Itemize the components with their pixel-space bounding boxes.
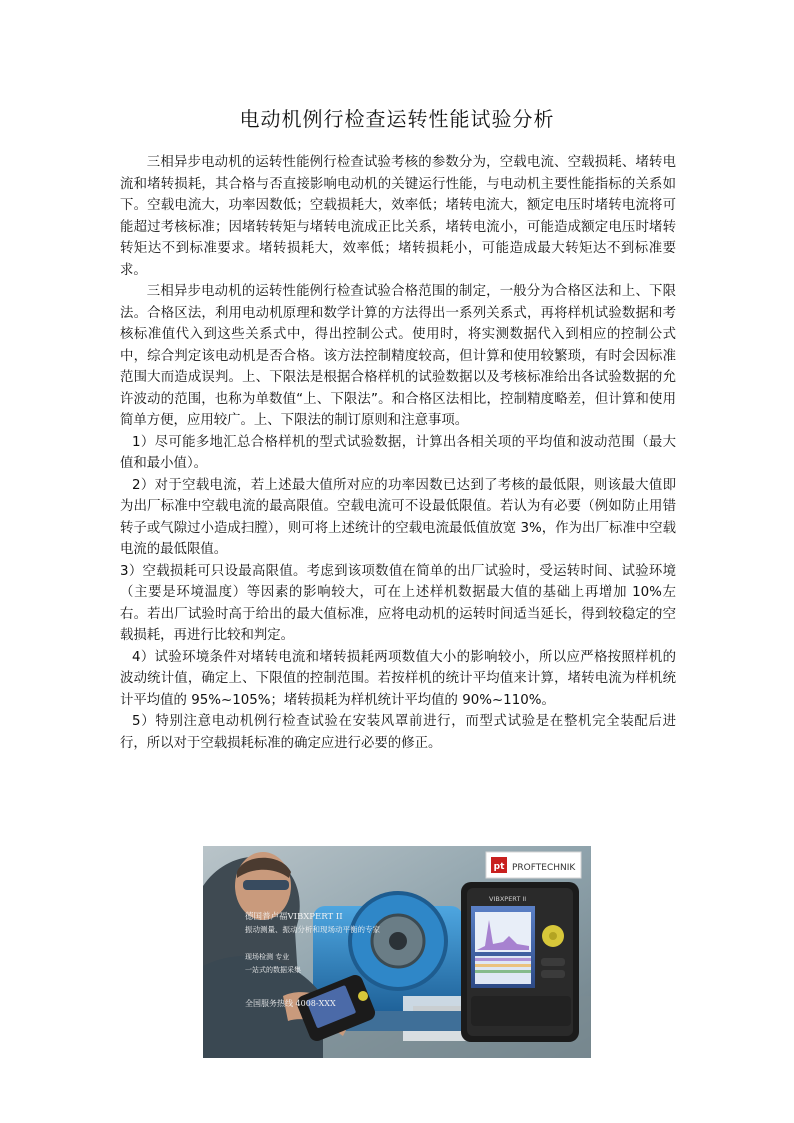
overlay-line-1: 德国普卢福VIBXPERT II bbox=[245, 912, 343, 922]
list-item-2: 2）对于空载电流，若上述最大值所对应的功率因数已达到了考核的最低限，则该最大值即为出厂标准中空载电流的最高限值。空载电流可不设最低限值。若认为有必要（例如防止用错转子或气隙过小造成扫膛），则可将上述统计的空载电流最低值放宽 3%，作为出厂标准中空载电流的最低限值。 bbox=[120, 477, 676, 557]
device-name-label: VIBXPERT II bbox=[489, 895, 527, 903]
brand-logo-text: pt bbox=[493, 862, 505, 872]
overlay-line-3: 现场检测 专业 bbox=[245, 953, 290, 961]
list-item-3: 3）空载损耗可只设最高限值。考虑到该项数值在简单的出厂试验时，受运转时间、试验环境（主要是环境温度）等因素的影响较大，可在上述样机数据最大值的基础上再增加 10%左右。若出厂试验时高于给出的最大值标准，应将电动机的运转时间适当延长，得到较稳定的空载损耗，再进行比较和判定。 bbox=[120, 563, 676, 643]
brand-name: PROFTECHNIK bbox=[512, 863, 576, 873]
overlay-line-4: 一站式的数据采集 bbox=[245, 966, 301, 974]
overlay-line-5: 全国服务热线 4008-XXX bbox=[245, 999, 336, 1008]
document-title: 电动机例行检查运转性能试验分析 bbox=[239, 107, 555, 131]
list-item-5: 5）特别注意电动机例行检查试验在安装风罩前进行，而型式试验是在整机完全装配后进行，所以对于空载损耗标准的确定应进行必要的修正。 bbox=[120, 714, 676, 751]
photo-illustration bbox=[203, 846, 591, 1058]
overlay-line-2: 振动测量、振动分析和现场动平衡的专家 bbox=[245, 925, 380, 934]
list-item-1: 1）尽可能多地汇总合格样机的型式试验数据，计算出各相关项的平均值和波动范围（最大值和最小值）。 bbox=[120, 434, 676, 471]
list-item-4: 4）试验环境条件对堵转电流和堵转损耗两项数值大小的影响较小，所以应严格按照样机的波动统计值，确定上、下限值的控制范围。若按样机的统计平均值来计算，堵转电流为样机统计平均值的 95%~105%；堵转损耗为样机统计平均值的 90%~110%。 bbox=[120, 649, 676, 708]
paragraph-methods: 三相异步电动机的运转性能例行检查试验合格范围的制定，一般分为合格区法和上、下限法。合格区法，利用电动机原理和数学计算的方法得出一系列关系式，再将样机试验数据和考核标准值代入到这些关系式中，得出控制公式。使用时，将实测数据代入到相应的控制公式中，综合判定该电动机是否合格。该方法控制精度较高，但计算和使用较繁琐，有时会因标准范围大而造成误判。上、下限法是根据合格样机的试验数据以及考核标准给出各试验数据的允许波动的范围，也称为单数值“上、下限法”。和合格区法相比，控制精度略差，但计算和使用简单方便，应用较广。上、下限法的制订原则和注意事项。 bbox=[120, 284, 676, 428]
paragraph-intro: 三相异步电动机的运转性能例行检查试验考核的参数分为，空载电流、空载损耗、堵转电流和堵转损耗，其合格与否直接影响电动机的关键运行性能，与电动机主要性能指标的关系如下。空载电流大，功率因数低；空载损耗大，效率低；堵转电流大，额定电压时堵转电流将可能超过考核标准；因堵转转矩与堵转电流成正比关系，堵转电流小，可能造成额定电压时堵转转矩达不到标准要求。堵转损耗大，效率低；堵转损耗小，可能造成最大转矩达不到标准要求。 bbox=[120, 155, 676, 278]
document-body bbox=[120, 152, 676, 754]
vibxpert-device bbox=[461, 882, 579, 1042]
brand-logo bbox=[486, 852, 581, 878]
advertisement-photo bbox=[203, 846, 591, 1058]
